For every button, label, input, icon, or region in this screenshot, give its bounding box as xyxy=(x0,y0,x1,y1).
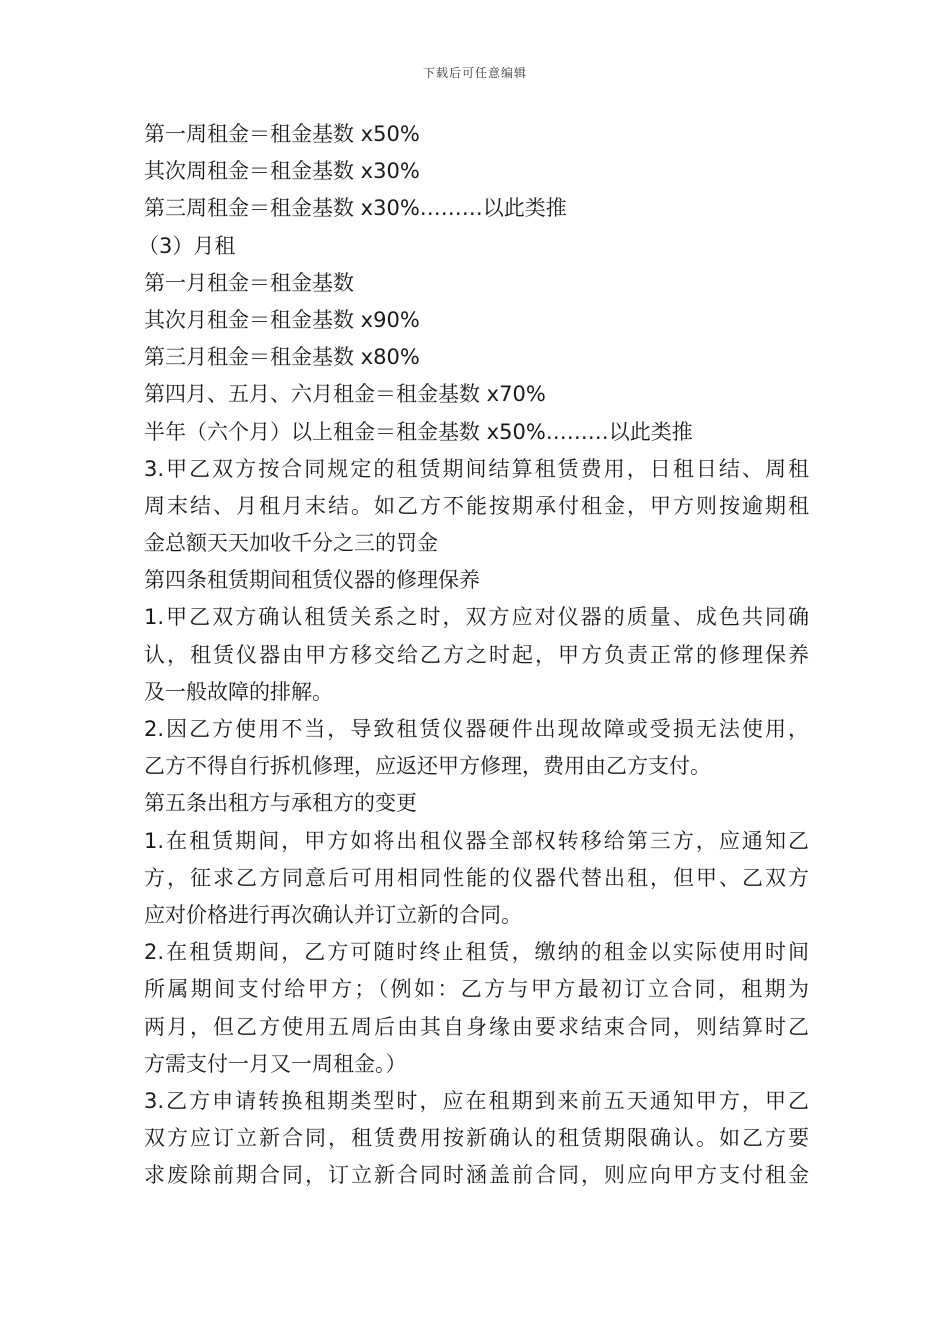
text-line: 应对价格进行再次确认并订立新的合同。 xyxy=(144,902,522,927)
text-line: 其次周租金＝租金基数 x30% xyxy=(144,159,420,184)
text-line: 3.甲乙双方按合同规定的租赁期间结算租赁费用，日租日结、周租 xyxy=(144,456,809,481)
text-line: 乙方不得自行拆机修理，应返还甲方修理，费用由乙方支付。 xyxy=(144,754,711,779)
text-line: 方，征求乙方同意后可用相同性能的仪器代替出租，但甲、乙双方 xyxy=(144,865,809,890)
text-line: 半年（六个月）以上租金＝租金基数 x50%………以此类推 xyxy=(144,419,693,444)
text-line: 两月，但乙方使用五周后由其自身缘由要求结束合同，则结算时乙 xyxy=(144,1014,809,1039)
text-line: 第三周租金＝租金基数 x30%………以此类推 xyxy=(144,196,567,221)
page-header: 下载后可任意编辑 xyxy=(422,66,527,80)
section-heading: （3）月租 xyxy=(138,233,236,258)
document-body xyxy=(138,116,809,1194)
text-line: 2.因乙方使用不当，导致租赁仪器硬件出现故障或受损无法使用， xyxy=(144,717,809,741)
text-line: 金总额天天加收千分之三的罚金 xyxy=(144,531,438,556)
text-line: 方需支付一月又一周租金。） xyxy=(144,1051,407,1076)
article-heading: 第五条出租方与承租方的变更 xyxy=(144,791,417,816)
text-line: 1.甲乙双方确认租赁关系之时，双方应对仪器的质量、成色共同确 xyxy=(144,605,809,630)
text-line: 求废除前期合同，订立新合同时涵盖前合同，则应向甲方支付租金 xyxy=(144,1163,809,1188)
text-line: 周末结、月租月末结。如乙方不能按期承付租金，甲方则按逾期租 xyxy=(144,493,809,518)
text-line: 第四月、五月、六月租金＝租金基数 x70% xyxy=(144,382,546,407)
text-line: 第一周租金＝租金基数 x50% xyxy=(144,122,420,146)
text-line: 第三月租金＝租金基数 x80% xyxy=(144,345,420,370)
article-heading: 第四条租赁期间租赁仪器的修理保养 xyxy=(144,568,480,593)
text-line: 及一般故障的排解。 xyxy=(144,679,333,704)
text-line: 1.在租赁期间，甲方如将出租仪器全部权转移给第三方，应通知乙 xyxy=(144,828,809,853)
text-line: 双方应订立新合同，租赁费用按新确认的租赁期限确认。如乙方要 xyxy=(144,1126,809,1151)
text-line: 3.乙方申请转换租期类型时，应在租期到来前五天通知甲方，甲乙 xyxy=(144,1088,809,1113)
text-line: 2.在租赁期间，乙方可随时终止租赁，缴纳的租金以实际使用时间 xyxy=(144,940,809,965)
text-line: 其次月租金＝租金基数 x90% xyxy=(144,307,420,332)
text-line: 所属期间支付给甲方；（例如：乙方与甲方最初订立合同，租期为 xyxy=(144,977,809,1002)
text-line: 第一月租金＝租金基数 xyxy=(144,270,354,295)
text-line: 认，租赁仪器由甲方移交给乙方之时起，甲方负责正常的修理保养 xyxy=(144,642,809,667)
